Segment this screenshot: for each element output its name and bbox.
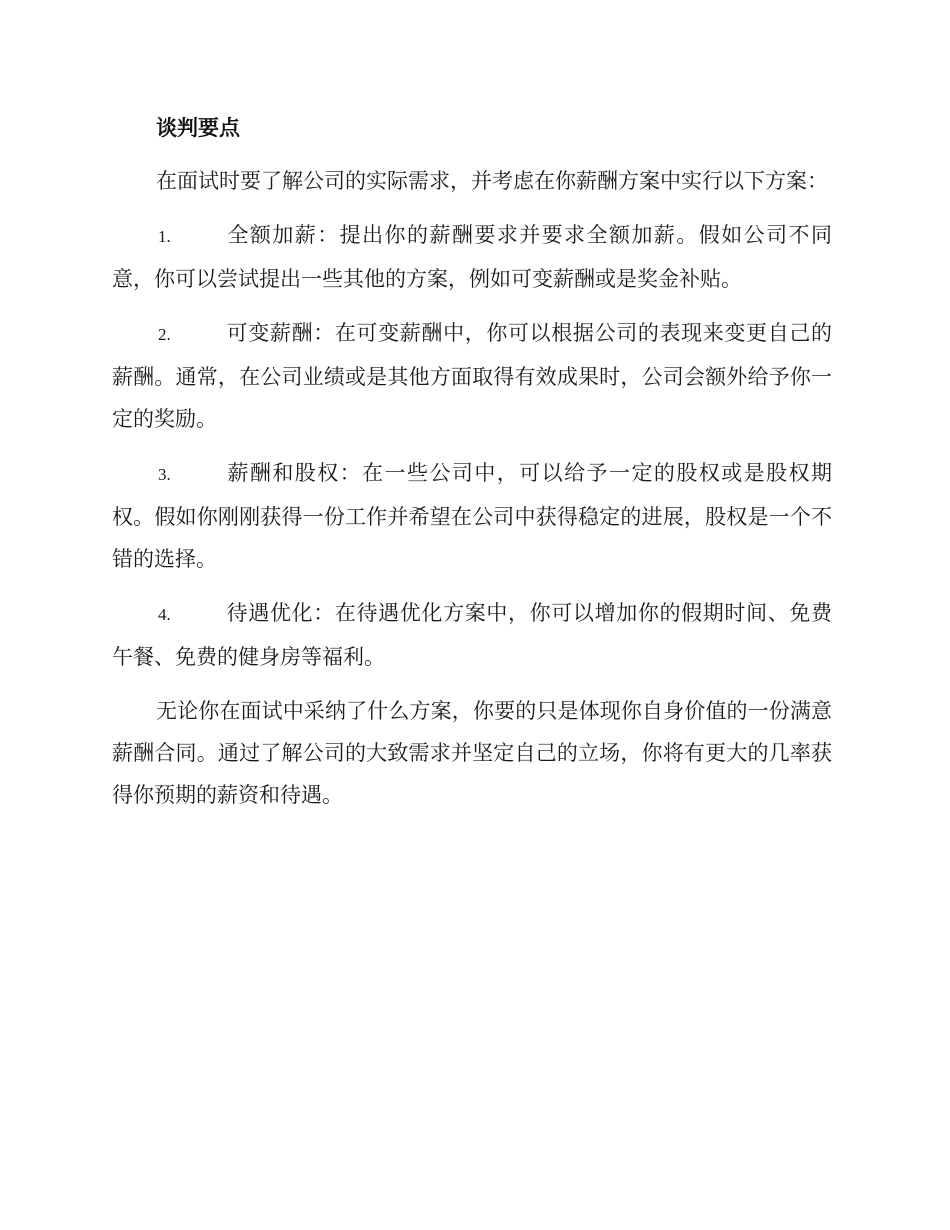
list-item (112, 592, 832, 678)
list-number: 2. (158, 325, 171, 344)
list-item-text: 可变薪酬：在可变薪酬中，你可以根据公司的表现来变更自己的薪酬。通常，在公司业绩或是其他方面取得有效成果时，公司会额外给予你一定的奖励。 (112, 321, 832, 431)
section-heading: 谈判要点 (156, 116, 240, 140)
list-item-text: 薪酬和股权：在一些公司中，可以给予一定的股权或是股权期权。假如你刚刚获得一份工作并希望在公司中获得稳定的进展，股权是一个不错的选择。 (112, 461, 832, 571)
list-item (112, 214, 832, 300)
list-item-text: 待遇优化：在待遇优化方案中，你可以增加你的假期时间、免费午餐、免费的健身房等福利。 (112, 601, 832, 669)
list-number: 3. (158, 465, 171, 484)
list-number: 4. (158, 605, 171, 624)
list-item (112, 452, 832, 580)
list-item-text: 全额加薪：提出你的薪酬要求并要求全额加薪。假如公司不同意，你可以尝试提出一些其他的方案，例如可变薪酬或是奖金补贴。 (112, 223, 832, 291)
list-number: 1. (158, 227, 171, 246)
intro-paragraph: 在面试时要了解公司的实际需求，并考虑在你薪酬方案中实行以下方案： (156, 169, 828, 193)
document-page (112, 108, 832, 828)
conclusion-paragraph: 无论你在面试中采纳了什么方案，你要的只是体现你自身价值的一份满意薪酬合同。通过了解公司的大致需求并坚定自己的立场，你将有更大的几率获得你预期的薪资和待遇。 (112, 699, 832, 807)
list-item (112, 312, 832, 440)
option-list (112, 214, 832, 678)
